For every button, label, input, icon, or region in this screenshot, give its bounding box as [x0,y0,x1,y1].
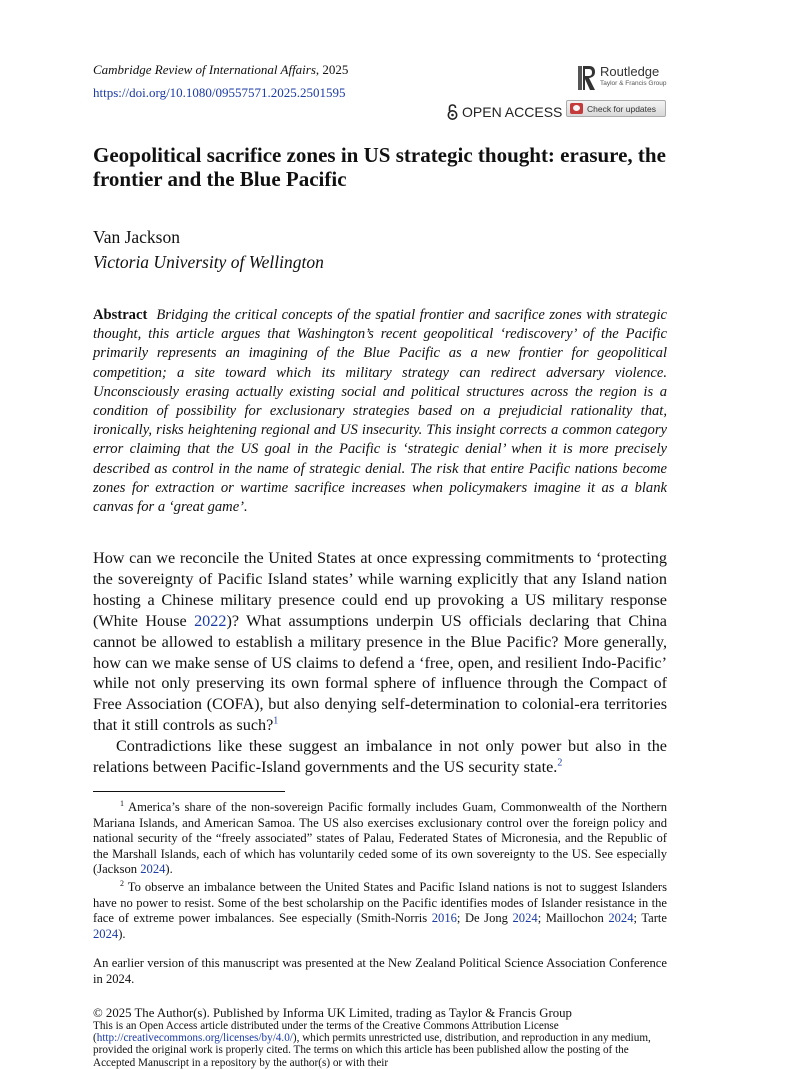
footnote-text: ; Tarte [633,911,668,926]
doi-link[interactable]: https://doi.org/10.1080/09557571.2025.2501595 [93,85,346,100]
license-text-part: This is an Open Access article distributed under the terms of the Creative Commons Attribution License ( [93,1020,559,1045]
abstract-text: Bridging the critical concepts of the spatial frontier and sacrifice zones with strategic thought, this article argues that Washington’s recent geopolitical ‘rediscovery’ of the Pacific primarily represents an imagining of the Blue Pacific as a new frontier for geopolitical competition; a site toward which its military strategy can redirect adversary violence. Unconsciously erasing actually existing social and political structures across the region is a condition of possibility for exclusionary strategies based on a prejudicial rationality that, ironically, risks heightening regional and US insecurity. This insight corrects a common category error claiming that the US goal in the Pacific is ‘strategic denial’ when it is more precisely described as control in the name of strategic denial. The risk that entire Pacific nations become zones for extraction or wartime sacrifice increases when policymakers imagine it as a blank canvas for a ‘great game’. [93,307,667,516]
publisher-subtitle: Taylor & Francis Group [600,80,667,87]
citation-link[interactable]: 2024 [93,926,119,941]
article-title: Geopolitical sacrifice zones in US strategic thought: erasure, the frontier and the Blue Pacific [93,143,666,191]
footnote-text: ; De Jong [456,911,513,926]
footnote-text: To observe an imbalance between the United States and Pacific Island nations is not to suggest Islanders have no power to resist. Some of the best scholarship on the Pacific identifies modes of Islander resistance in the face of extreme power imbalances. See especially (Smith-Norris [93,879,667,926]
author-affiliation: Victoria University of Wellington [93,252,324,272]
footnote-number: 1 [120,798,124,808]
license-text [93,1020,667,1069]
footnote-ref[interactable]: 2 [557,757,563,769]
footnote-number: 2 [120,878,124,888]
footnote-text: America’s share of the non-sovereign Pacific formally includes Guam, Commonwealth of the Northern Mariana Islands, and American Samoa. The US also exercises exclusionary control over the foreign policy and national security of the “freely associated” states of Palau, Federated States of Micronesia, and the Republic of the Marshall Islands, each of which has voluntarily ceded some of its own sovereignty to the US. See especially (Jackson [93,800,667,877]
footnote-2 [93,880,667,942]
license-link[interactable]: http://creativecommons.org/licenses/by/4.0/ [96,1032,293,1045]
license-text-part: ), which permits unrestricted use, distribution, and reproduction in any medium, provided the original work is properly cited. The terms on which this article has been published allow the posting of the Accepted Manuscript in a repository by the author(s) or with their [93,1032,651,1069]
paragraph-text: How can we reconcile the United States at once expressing commitments to ‘protecting the sovereignty of Pacific Island states’ while warning explicitly that any Island nation hosting a Chinese military presence could end up provoking a US military response (White House [93,549,667,630]
publisher-logo [578,64,678,94]
footnote-divider [93,791,285,792]
copyright-line: © 2025 The Author(s). Published by Informa UK Limited, trading as Taylor & Francis Group [93,1006,572,1020]
body-text [93,548,667,778]
footnote-ref[interactable]: 1 [273,715,279,727]
footnote-1 [93,800,667,878]
routledge-logo-icon [578,66,596,90]
citation-link[interactable]: 2022 [194,611,227,630]
footnote-text: ). [165,862,173,877]
open-access-badge [447,104,562,120]
manuscript-note: An earlier version of this manuscript was presented at the New Zealand Political Science Association Conference in 2024. [93,956,667,986]
check-for-updates-label: Check for updates [587,103,656,114]
citation-link[interactable]: 2016 [431,911,457,926]
paragraph-text: Contradictions like these suggest an imbalance in not only power but also in the relations between Pacific-Island governments and the US security state. [93,737,667,777]
crossmark-icon [570,103,583,114]
check-for-updates-button[interactable] [566,100,666,117]
open-access-label: OPEN ACCESS [462,104,563,120]
footnote-text: ). [118,926,126,941]
journal-year: , 2025 [315,62,349,77]
author-name: Van Jackson [93,227,180,247]
citation-link[interactable]: 2024 [512,911,538,926]
paragraph-text: )? What assumptions underpin US officials declaring that China cannot be allowed to establish a military presence in the Blue Pacific? More generally, how can we make sense of US claims to defend a ‘free, open, and resilient Indo-Pacific’ while not only preserving its own formal sphere of influence through the Compact of Free Association (COFA), but also denying self-determination to colonial-era territories that it still controls as such? [93,611,667,735]
abstract [93,306,667,517]
citation-link[interactable]: 2024 [608,911,634,926]
open-lock-icon [447,104,458,120]
footnotes [93,800,667,944]
footnote-text: ; Maillochon [537,911,609,926]
paragraph-2 [93,736,667,778]
paragraph-1 [93,548,667,736]
journal-citation [93,62,348,78]
journal-name: Cambridge Review of International Affairs [93,62,316,77]
publisher-name: Routledge [600,64,660,79]
citation-link[interactable]: 2024 [140,862,166,877]
abstract-label: Abstract [93,307,148,323]
